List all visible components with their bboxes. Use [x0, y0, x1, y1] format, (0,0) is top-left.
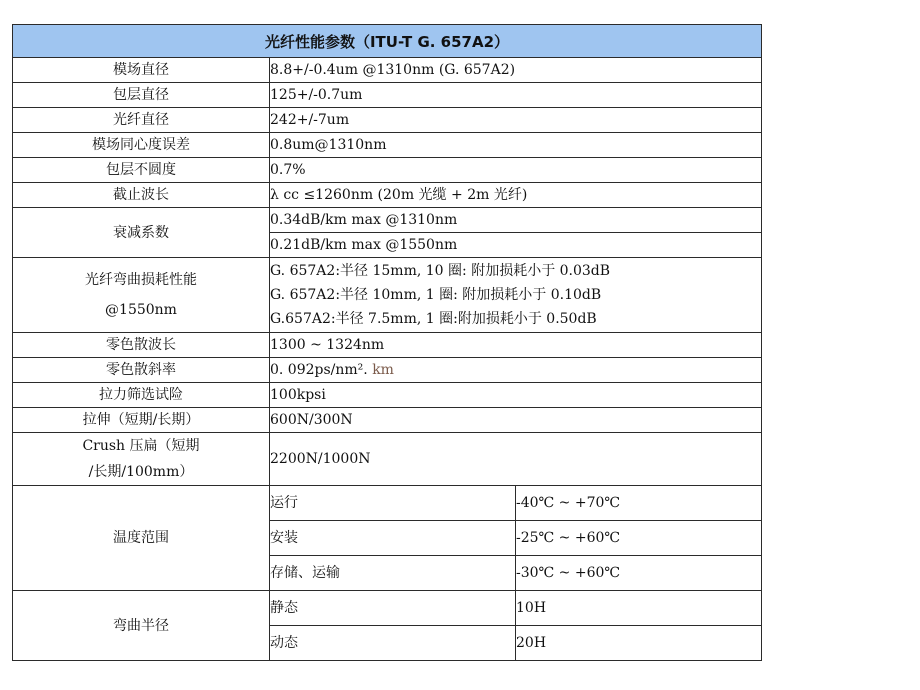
- sub-label: 运行: [270, 486, 516, 521]
- sub-value: -25℃ ~ +60℃: [516, 521, 762, 556]
- row-value: λ cc ≤1260nm (20m 光缆 + 2m 光纤): [270, 183, 762, 208]
- row-value: 8.8+/-0.4um @1310nm (G. 657A2): [270, 58, 762, 83]
- table-title: 光纤性能参数（ITU-T G. 657A2）: [13, 25, 762, 58]
- sub-label: 存储、运输: [270, 556, 516, 591]
- row-value: 2200N/1000N: [270, 433, 762, 486]
- row-value: 100kpsi: [270, 383, 762, 408]
- table-row: [13, 358, 762, 383]
- table-row: [13, 133, 762, 158]
- value-line: G.657A2:半径 7.5mm, 1 圈:附加损耗小于 0.50dB: [270, 311, 597, 327]
- row-label: 截止波长: [13, 183, 270, 208]
- row-label: [13, 258, 270, 333]
- label-line: /长期/100mm）: [88, 464, 194, 480]
- row-label: [13, 433, 270, 486]
- row-label: 拉伸（短期/长期）: [13, 408, 270, 433]
- row-label: 零色散波长: [13, 333, 270, 358]
- row-value: [270, 358, 762, 383]
- table-row: [13, 158, 762, 183]
- row-value: 0.7%: [270, 158, 762, 183]
- value-line: G. 657A2:半径 10mm, 1 圈: 附加损耗小于 0.10dB: [270, 287, 602, 303]
- label-line: Crush 压扁（短期: [82, 438, 200, 454]
- row-label: 光纤直径: [13, 108, 270, 133]
- table-row: [13, 408, 762, 433]
- sub-value: -40℃ ~ +70℃: [516, 486, 762, 521]
- row-label: 模场同心度误差: [13, 133, 270, 158]
- row-value: [270, 258, 762, 333]
- table-row: [13, 258, 762, 333]
- row-value: 600N/300N: [270, 408, 762, 433]
- table-row: [13, 108, 762, 133]
- row-label: 模场直径: [13, 58, 270, 83]
- table-row: [13, 208, 762, 233]
- sub-value: -30℃ ~ +60℃: [516, 556, 762, 591]
- row-value: 1300 ~ 1324nm: [270, 333, 762, 358]
- label-line: 光纤弯曲损耗性能: [85, 272, 197, 288]
- slope-value: 0. 092ps/nm².: [270, 362, 368, 378]
- sub-value: 20H: [516, 626, 762, 661]
- sub-label: 安装: [270, 521, 516, 556]
- value-line: G. 657A2:半径 15mm, 10 圈: 附加损耗小于 0.03dB: [270, 263, 611, 279]
- row-label: 弯曲半径: [13, 591, 270, 661]
- sub-value: 10H: [516, 591, 762, 626]
- row-value: 242+/-7um: [270, 108, 762, 133]
- row-value: 0.8um@1310nm: [270, 133, 762, 158]
- slope-unit: km: [367, 362, 394, 378]
- label-line: @1550nm: [105, 302, 177, 318]
- row-label: 温度范围: [13, 486, 270, 591]
- row-value: 125+/-0.7um: [270, 83, 762, 108]
- row-label: 零色散斜率: [13, 358, 270, 383]
- table-row: [13, 58, 762, 83]
- sub-label: 动态: [270, 626, 516, 661]
- table-row: [13, 333, 762, 358]
- row-value: 0.34dB/km max @1310nm: [270, 208, 762, 233]
- table-row: [13, 591, 762, 626]
- row-label: 衰减系数: [13, 208, 270, 258]
- sub-label: 静态: [270, 591, 516, 626]
- table-row: [13, 383, 762, 408]
- row-label: 包层不圆度: [13, 158, 270, 183]
- table-row: [13, 183, 762, 208]
- table-row: [13, 486, 762, 521]
- table-row: [13, 83, 762, 108]
- row-label: 包层直径: [13, 83, 270, 108]
- row-label: 拉力筛选试险: [13, 383, 270, 408]
- row-value: 0.21dB/km max @1550nm: [270, 233, 762, 258]
- table-row: [13, 433, 762, 486]
- fiber-spec-table: [12, 24, 762, 661]
